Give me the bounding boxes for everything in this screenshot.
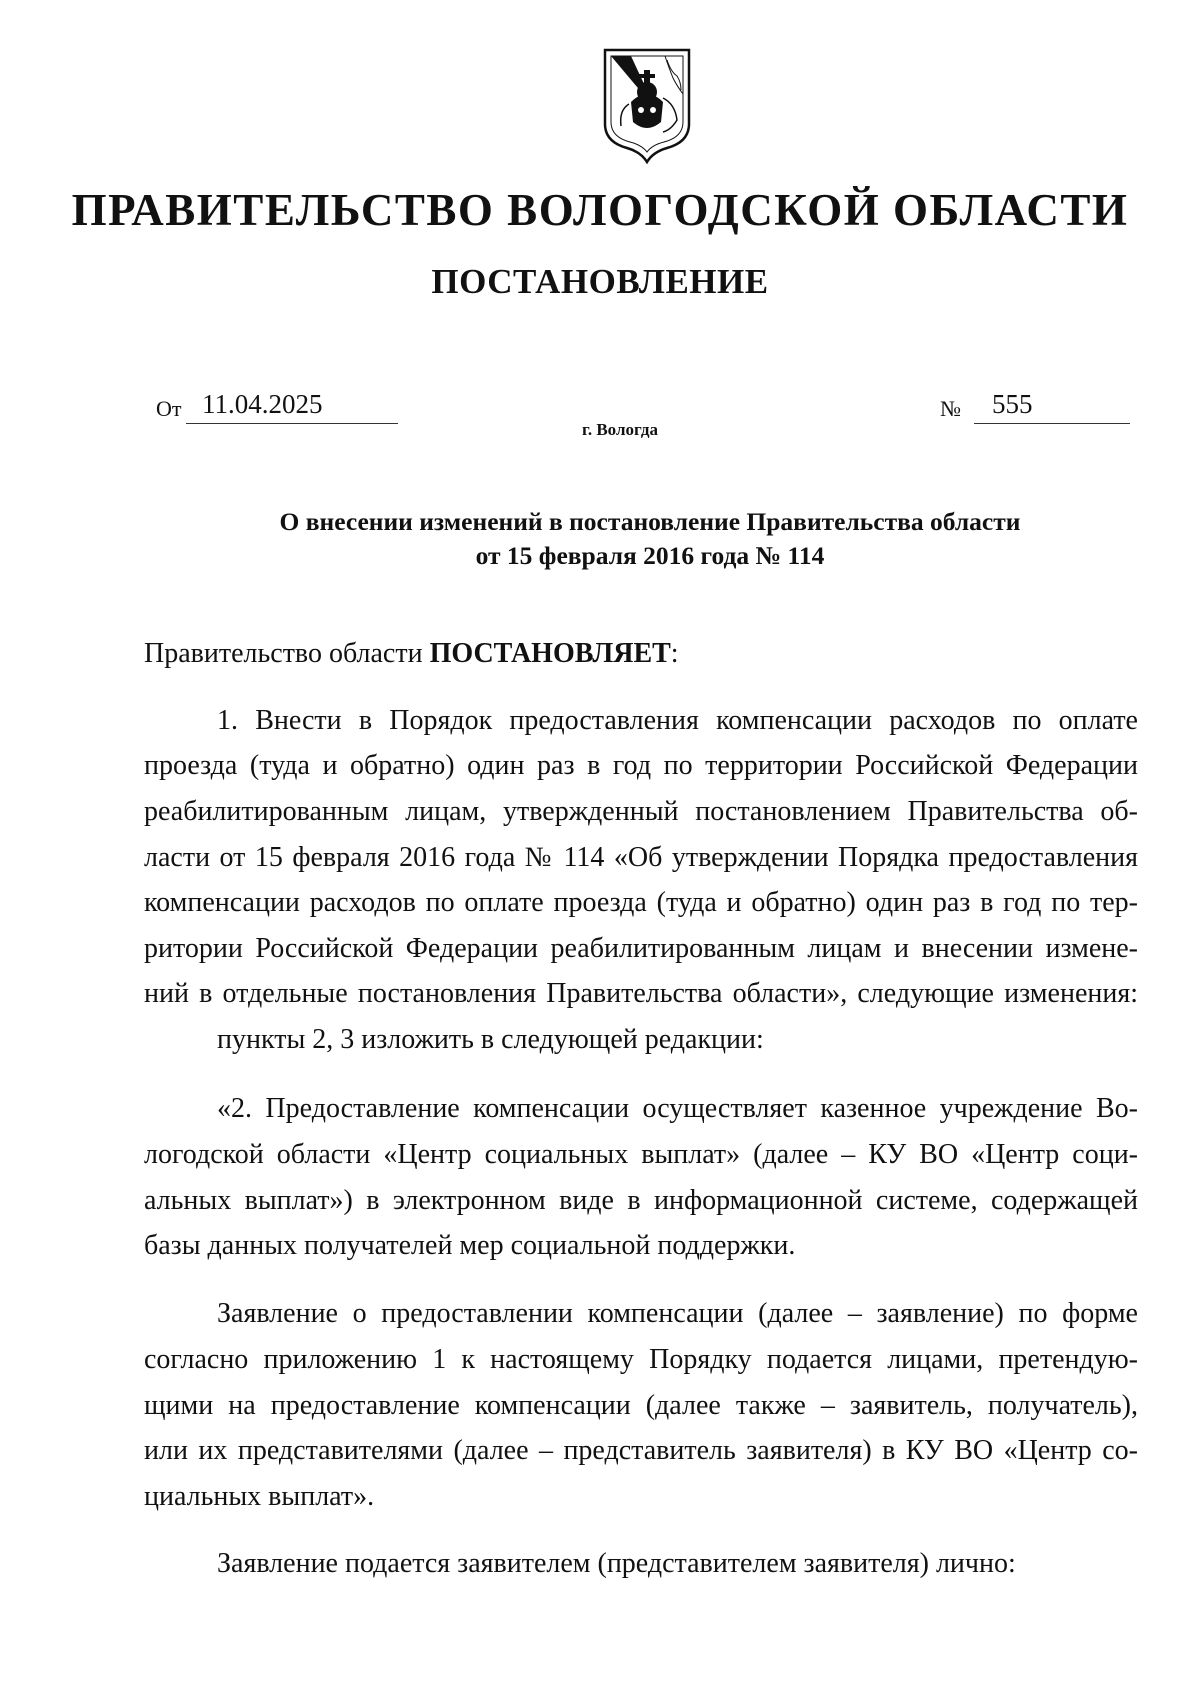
document-subject xyxy=(0,505,1200,573)
body-line: согласно приложению 1 к настоящему Порядку подается лицами, претендую- xyxy=(144,1344,1138,1375)
body-line: альных выплат») в электронном виде в информационной системе, содержащей xyxy=(144,1185,1138,1216)
number-label: № xyxy=(940,396,961,421)
body-line: реабилитированным лицам, утвержденный постановлением Правительства об- xyxy=(144,796,1138,827)
body-line: или их представителями (далее – представитель заявителя) в КУ ВО «Центр со- xyxy=(144,1435,1138,1466)
city: г. Вологда xyxy=(582,420,658,439)
body-line: Заявление подается заявителем (представителем заявителя) лично: xyxy=(217,1548,1016,1579)
document-number xyxy=(940,384,1140,424)
preamble-suffix: : xyxy=(670,638,679,669)
body-line: ний в отдельные постановления Правительства области», следующие изменения: xyxy=(144,978,1138,1009)
body-line: ласти от 15 февраля 2016 года № 114 «Об утверждении Порядка предоставления xyxy=(144,842,1138,873)
preamble-prefix: Правительство области xyxy=(144,638,423,669)
body-line: базы данных получателей мер социальной поддержки. xyxy=(144,1230,796,1261)
body-line: «2. Предоставление компенсации осуществляет казенное учреждение Во- xyxy=(217,1093,1138,1124)
preamble xyxy=(144,637,679,671)
body-line: ритории Российской Федерации реабилитированным лицам и внесении измене- xyxy=(144,933,1138,964)
body-line: пункты 2, 3 изложить в следующей редакции: xyxy=(217,1024,764,1055)
body-line: циальных выплат». xyxy=(144,1481,375,1512)
government-title: ПРАВИТЕЛЬСТВО ВОЛОГОДСКОЙ ОБЛАСТИ xyxy=(71,185,1129,235)
body-line: проезда (туда и обратно) один раз в год по территории Российской Федерации xyxy=(144,750,1138,781)
body-line: щими на предоставление компенсации (далее также – заявитель, получатель), xyxy=(144,1390,1138,1421)
subject-line-2: от 15 февраля 2016 года № 114 xyxy=(475,541,825,570)
preamble-bold: ПОСТАНОВЛЯЕТ xyxy=(429,638,671,669)
subject-line-1: О внесении изменений в постановление Правительства области xyxy=(279,507,1021,536)
date-label: От xyxy=(156,396,182,421)
body-line: компенсации расходов по оплате проезда (туда и обратно) один раз в год по тер- xyxy=(144,887,1138,918)
document-type: ПОСТАНОВЛЕНИЕ xyxy=(431,262,769,301)
body-line: Заявление о предоставлении компенсации (далее – заявление) по форме xyxy=(217,1298,1138,1329)
body-line: 1. Внести в Порядок предоставления компенсации расходов по оплате xyxy=(217,705,1138,736)
body-line: логодской области «Центр социальных выплат» (далее – КУ ВО «Центр соци- xyxy=(144,1139,1138,1170)
number-value: 555 xyxy=(992,389,1033,419)
date-value: 11.04.2025 xyxy=(202,389,323,419)
document-date xyxy=(156,384,416,424)
coat-of-arms-icon xyxy=(601,46,693,164)
